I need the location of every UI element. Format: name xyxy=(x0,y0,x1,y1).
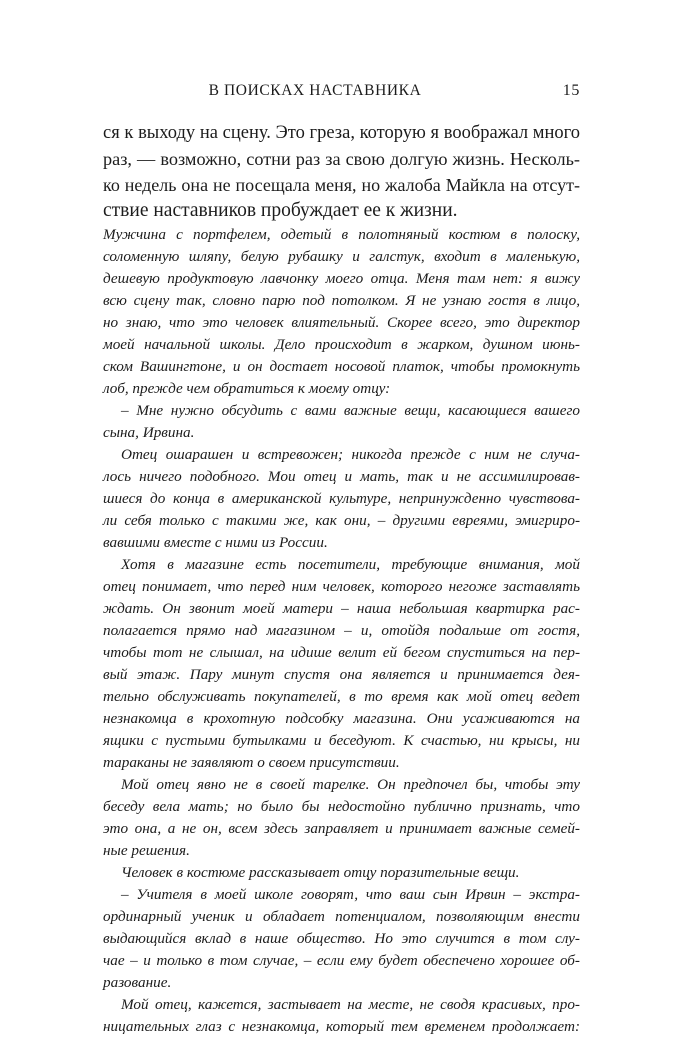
text-line: ординарный ученик и обладает потенциалом, позволяющим внести xyxy=(103,908,580,925)
text-line: ко недель она не посещала меня, но жалоба Майкла на отсут- xyxy=(103,175,580,195)
text-line: лоб, прежде чем обратиться к моему отцу: xyxy=(103,380,391,397)
text-line: ящики с пустыми бутылками и беседуют. К счастью, ни крысы, ни xyxy=(103,732,580,749)
text-line: ском Вашингтоне, и он достает носовой платок, чтобы промокнуть xyxy=(103,358,580,375)
text-line: дешевую продуктовую лавчонку моего отца. Меня там нет: я вижу xyxy=(103,270,580,287)
text-line: ницательных глаз с незнакомца, который тем временем продолжает: xyxy=(103,1018,580,1035)
text-line: полагается прямо над магазином – и, отойдя подальше от гостя, xyxy=(103,622,580,639)
text-line: но знаю, что это человек влиятельный. Скорее всего, это директор xyxy=(103,314,580,331)
text-line: выдающийся вклад в наше общество. Но это случится в том слу- xyxy=(103,930,580,947)
text-line: незнакомца в крохотную подсобку магазина. Они усаживаются на xyxy=(103,710,580,727)
text-line: чае – и только в том случае, – если ему будет обеспечено хорошее об- xyxy=(103,952,580,969)
text-line: вавшими вместе с ними из России. xyxy=(103,534,328,551)
text-line: Человек в костюме рассказывает отцу поразительные вещи. xyxy=(121,864,520,881)
text-line: ждать. Он звонит моей матери – наша небольшая квартирка рас- xyxy=(103,600,580,617)
text-line: соломенную шляпу, белую рубашку и галстук, входит в маленькую, xyxy=(103,248,580,265)
text-line: ли себя только с такими же, как они, – другими евреями, эмигриро- xyxy=(103,512,580,529)
text-line: всю сцену так, словно парю под потолком. Я не узнаю гостя в лицо, xyxy=(103,292,580,309)
page-number: 15 xyxy=(562,82,580,99)
text-line: вый этаж. Пару минут спустя она является и принимается дея- xyxy=(103,666,580,683)
text-line: шиеся до конца в американской культуре, непринужденно чувствова- xyxy=(103,490,580,507)
running-header xyxy=(120,82,580,104)
text-line: ся к выходу на сцену. Это греза, которую я воображал много xyxy=(103,123,580,143)
running-title: В ПОИСКАХ НАСТАВНИКА xyxy=(208,82,422,99)
text-line: моей начальной школы. Дело происходит в жарком, душном июнь- xyxy=(103,336,580,353)
text-line: – Учителя в моей школе говорят, что ваш сын Ирвин – экстра- xyxy=(121,886,580,903)
text-line: лось ничего подобного. Мои отец и мать, так и не ассимилировав- xyxy=(103,468,580,485)
text-line: это она, а не он, всем здесь заправляет и принимает важные семей- xyxy=(103,820,580,837)
text-line: отец понимает, что перед ним человек, которого негоже заставлять xyxy=(103,578,580,595)
text-line: беседу вела мать; но было бы недостойно публично признать, что xyxy=(103,798,580,815)
text-line: Хотя в магазине есть посетители, требующие внимания, мой xyxy=(121,556,580,573)
text-line: тельно обслуживать покупателей, в то время как мой отец ведет xyxy=(103,688,580,705)
text-line: Мой отец, кажется, застывает на месте, не сводя красивых, про- xyxy=(121,996,580,1013)
lead-paragraph xyxy=(103,120,580,224)
text-line: – Мне нужно обсудить с вами важные вещи, касающиеся вашего xyxy=(121,402,580,419)
text-line: Отец ошарашен и встревожен; никогда прежде с ним не случа- xyxy=(121,446,580,463)
text-line: разование. xyxy=(103,974,172,991)
text-line: чтобы тот не слышал, на идише велит ей бегом спуститься на пер- xyxy=(103,644,580,661)
italic-passage xyxy=(103,224,580,1038)
text-line: Мой отец явно не в своей тарелке. Он предпочел бы, чтобы эту xyxy=(121,776,580,793)
text-line: сына, Ирвина. xyxy=(103,424,195,441)
text-line: Мужчина с портфелем, одетый в полотняный костюм в полоску, xyxy=(103,226,580,243)
text-line: тараканы не заявляют о своем присутствии. xyxy=(103,754,400,771)
text-line: ствие наставников пробуждает ее к жизни. xyxy=(103,200,458,221)
text-line: ные решения. xyxy=(103,842,190,859)
text-line: раз, — возможно, сотни раз за свою долгую жизнь. Несколь- xyxy=(103,149,580,169)
